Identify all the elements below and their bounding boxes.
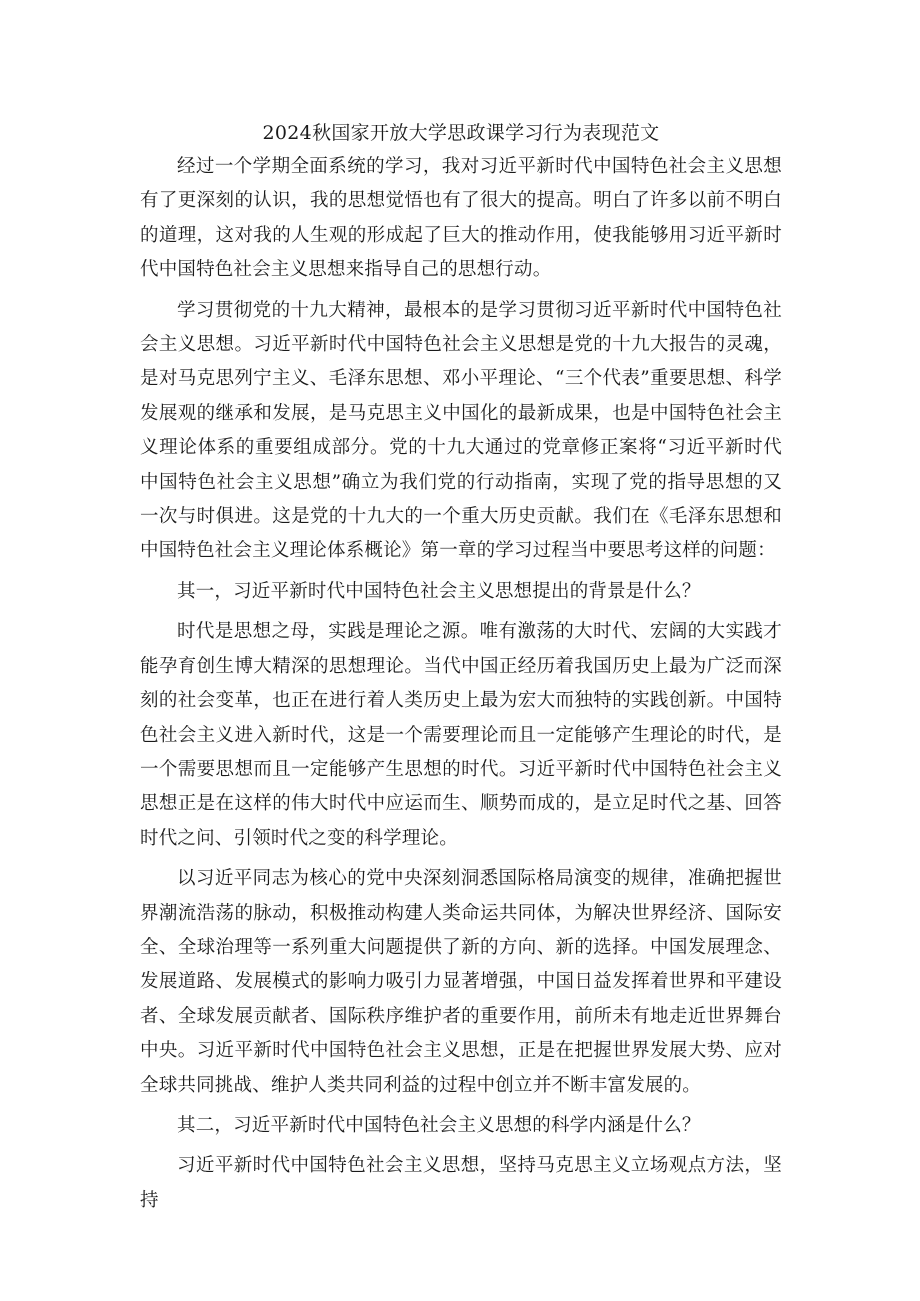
paragraph-question-one: 其一，习近平新时代中国特色社会主义思想提出的背景是什么？ [177, 580, 701, 602]
paragraph-intro: 经过一个学期全面系统的学习，我对习近平新时代中国特色社会主义思想有了更深刻的认识，我的思想觉悟也有了很大的提高。明白了许多以前不明白的道理，这对我的人生观的形成起了巨大的推动作用，使我能够用习近平新时代中国特色社会主义思想来指导自己的思想行动。 [140, 156, 782, 281]
paragraph-world-context: 以习近平同志为核心的党中央深刻洞悉国际格局演变的规律，准确把握世界潮流浩荡的脉动，积极推动构建人类命运共同体，为解决世界经济、国际安全、全球治理等一系列重大问题提供了新的方向、新的选择。中国发展理念、发展道路、发展模式的影响力吸引力显著增强，中国日益发挥着世界和平建设者、全球发展贡献者、国际秩序维护者的重要作用，前所未有地走近世界舞台中央。习近平新时代中国特色社会主义思想，正是在把握世界发展大势、应对全球共同挑战、维护人类共同利益的过程中创立并不断丰富发展的。 [140, 868, 782, 1096]
document-page [140, 118, 782, 1224]
paragraph-era-background: 时代是思想之母，实践是理论之源。唯有激荡的大时代、宏阔的大实践才能孕育创生博大精深的思想理论。当代中国正经历着我国历史上最为广泛而深刻的社会变革，也正在进行着人类历史上最为宏大而独特的实践创新。中国特色社会主义进入新时代，这是一个需要理论而且一定能够产生理论的时代，是一个需要思想而且一定能够产生思想的时代。习近平新时代中国特色社会主义思想正是在这样的伟大时代中应运而生、顺势而成的，是立足时代之基、回答时代之问、引领时代之变的科学理论。 [140, 621, 782, 849]
paragraph-scientific-content: 习近平新时代中国特色社会主义思想，坚持马克思主义立场观点方法，坚持 [140, 1155, 782, 1211]
document-title: 2024秋国家开放大学思政课学习行为表现范文 [262, 122, 660, 144]
paragraph-nineteenth-congress: 学习贯彻党的十九大精神，最根本的是学习贯彻习近平新时代中国特色社会主义思想。习近平新时代中国特色社会主义思想是党的十九大报告的灵魂，是对马克思列宁主义、毛泽东思想、邓小平理论、“三个代表”重要思想、科学发展观的继承和发展，是马克思主义中国化的最新成果，也是中国特色社会主义理论体系的重要组成部分。党的十九大通过的党章修正案将“习近平新时代中国特色社会主义思想”确立为我们党的行动指南，实现了党的指导思想的又一次与时俱进。这是党的十九大的一个重大历史贡献。我们在《毛泽东思想和中国特色社会主义理论体系概论》第一章的学习过程当中要思考这样的问题： [140, 299, 782, 562]
paragraph-question-two: 其二，习近平新时代中国特色社会主义思想的科学内涵是什么？ [177, 1114, 701, 1136]
